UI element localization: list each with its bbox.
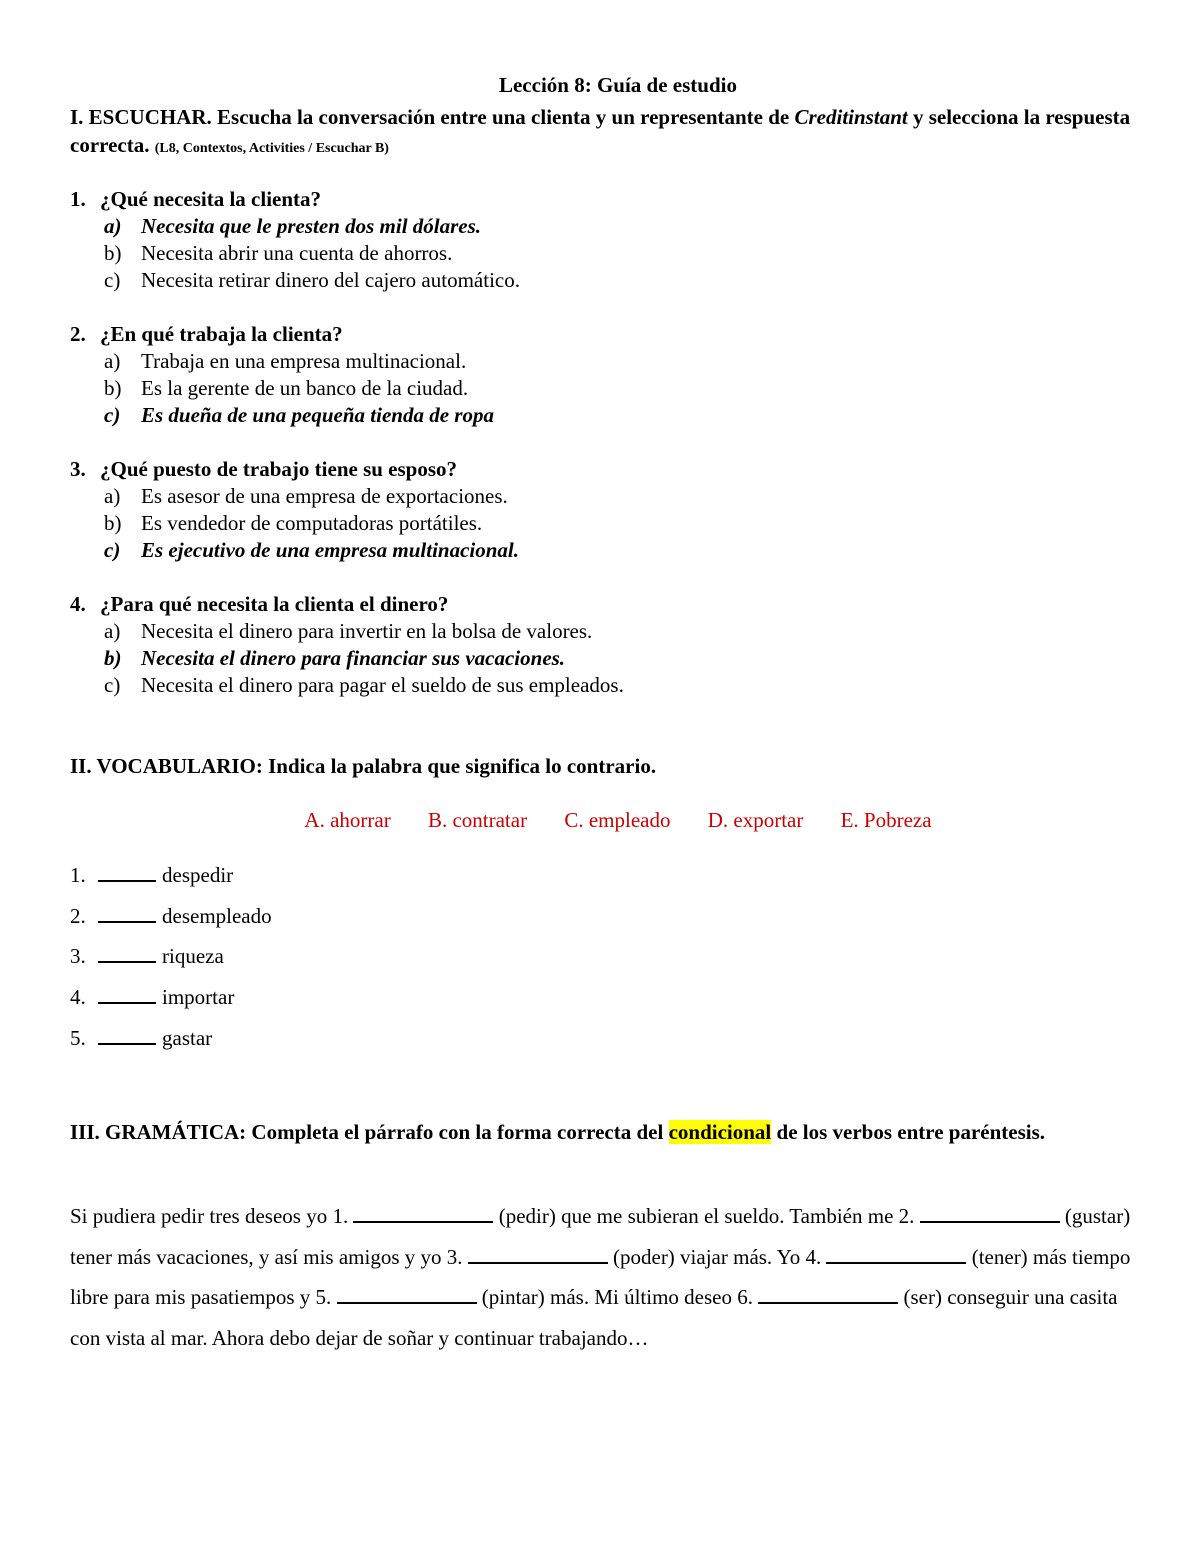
page-title: Lección 8: Guía de estudio (498, 73, 737, 97)
paragraph-text: (pedir) que me subieran el sueldo. También me 2. (493, 1204, 920, 1228)
option-text: Necesita el dinero para financiar sus vacaciones. (141, 646, 566, 670)
option-letter: b) (104, 511, 122, 535)
question-4-option-c (104, 672, 624, 699)
word-bank-item: E. Pobreza (840, 808, 932, 832)
question-3 (70, 456, 457, 483)
question-text: ¿Para qué necesita la clienta el dinero? (100, 592, 449, 616)
vocab-number: 5. (70, 1026, 86, 1050)
grammar-heading-end: de los verbos entre paréntesis. (771, 1120, 1046, 1144)
paragraph-text: (ser) conseguir una casita con vista al mar. Ahora debo dejar de soñar y continuar trabajando… (70, 1285, 1118, 1350)
question-4 (70, 591, 448, 618)
question-number: 1. (70, 187, 86, 211)
question-3-option-b (104, 510, 482, 537)
vocab-item-2 (70, 903, 272, 929)
option-letter: c) (104, 268, 121, 292)
question-text: ¿Qué puesto de trabajo tiene su esposo? (100, 457, 458, 481)
question-3-option-a (104, 483, 508, 510)
vocab-word: gastar (162, 1026, 213, 1050)
answer-blank[interactable] (98, 943, 156, 963)
question-2-option-b (104, 375, 468, 402)
word-bank-item: D. exportar (707, 808, 804, 832)
option-text: Necesita retirar dinero del cajero automático. (141, 268, 520, 292)
option-letter: a) (104, 619, 121, 643)
word-bank-item: C. empleado (564, 808, 671, 832)
answer-blank-6[interactable] (758, 1284, 898, 1304)
question-number: 3. (70, 457, 86, 481)
paragraph-text: (tener) más tiempo libre para mis pasatiempos y 5. (70, 1244, 1131, 1309)
vocab-item-3 (70, 943, 224, 969)
answer-blank-3[interactable] (468, 1244, 608, 1264)
answer-blank[interactable] (98, 862, 156, 882)
option-letter: b) (104, 376, 122, 400)
option-text: Necesita el dinero para invertir en la bolsa de valores. (141, 619, 593, 643)
section1-instructions (70, 103, 1140, 163)
paragraph-text: (pintar) más. Mi último deseo 6. (476, 1285, 759, 1309)
option-letter: c) (104, 538, 121, 562)
option-text: Es vendedor de computadoras portátiles. (141, 511, 483, 535)
question-4-option-a (104, 618, 592, 645)
question-2-option-a (104, 348, 466, 375)
question-1-option-c (104, 267, 520, 294)
paragraph-text: (gustar) tener más vacaciones, y así mis amigos y yo 3. (70, 1204, 1131, 1269)
vocab-word: desempleado (162, 904, 272, 928)
answer-blank-4[interactable] (826, 1244, 966, 1264)
vocab-word: importar (162, 985, 235, 1009)
question-number: 4. (70, 592, 86, 616)
vocab-word: despedir (162, 863, 234, 887)
option-text: Necesita abrir una cuenta de ahorros. (141, 241, 453, 265)
answer-blank-5[interactable] (337, 1284, 477, 1304)
option-text: Trabaja en una empresa multinacional. (141, 349, 467, 373)
option-text: Es ejecutivo de una empresa multinacional. (141, 538, 520, 562)
answer-blank[interactable] (98, 1025, 156, 1045)
vocabulary-heading: II. VOCABULARIO: Indica la palabra que significa lo contrario. (70, 754, 657, 778)
highlighted-term: condicional (668, 1120, 772, 1144)
grammar-heading-text: III. GRAMÁTICA: Completa el párrafo con la forma correcta del (70, 1120, 669, 1144)
option-text: Necesita el dinero para pagar el sueldo de sus empleados. (141, 673, 624, 697)
paragraph-text: (poder) viajar más. Yo 4. (607, 1244, 827, 1269)
option-text: Es asesor de una empresa de exportaciones. (141, 484, 508, 508)
vocab-item-1 (70, 862, 233, 888)
vocab-word: riqueza (162, 944, 224, 968)
option-letter: a) (104, 349, 121, 373)
question-2-option-c (104, 402, 494, 429)
company-name: Creditinstant (794, 105, 908, 129)
option-letter: a) (104, 214, 122, 238)
vocab-item-5 (70, 1025, 212, 1051)
paragraph-text: Si pudiera pedir tres deseos yo 1. (70, 1204, 354, 1228)
answer-blank[interactable] (98, 903, 156, 923)
option-letter: c) (104, 403, 121, 427)
question-text: ¿En qué trabaja la clienta? (100, 322, 343, 346)
option-text: Necesita que le presten dos mil dólares. (141, 214, 482, 238)
answer-blank-2[interactable] (920, 1203, 1060, 1223)
grammar-heading (70, 1118, 1150, 1146)
question-1 (70, 186, 321, 213)
section1-reference: (L8, Contextos, Activities / Escuchar B) (154, 141, 389, 156)
question-number: 2. (70, 322, 86, 346)
vocab-number: 2. (70, 904, 86, 928)
option-text: Es la gerente de un banco de la ciudad. (141, 376, 469, 400)
option-letter: b) (104, 646, 122, 670)
option-letter: a) (104, 484, 121, 508)
section1-intro-end: y selecciona la respuesta correcta. (70, 105, 1131, 157)
question-4-option-b (104, 645, 565, 672)
question-1-option-a (104, 213, 481, 240)
word-bank (0, 808, 1200, 833)
option-text: Es dueña de una pequeña tienda de ropa (141, 403, 494, 427)
question-1-option-b (104, 240, 452, 267)
grammar-paragraph (70, 1196, 1140, 1358)
answer-blank[interactable] (98, 984, 156, 1004)
vocab-item-4 (70, 984, 234, 1010)
vocab-number: 3. (70, 944, 86, 968)
word-bank-item: B. contratar (427, 808, 528, 832)
option-letter: b) (104, 241, 122, 265)
word-bank-item: A. ahorrar (304, 808, 391, 832)
answer-blank-1[interactable] (353, 1203, 493, 1223)
section1-intro: I. ESCUCHAR. Escucha la conversación entre una clienta y un representante de (70, 105, 795, 129)
vocab-number: 4. (70, 985, 86, 1009)
vocab-number: 1. (70, 863, 86, 887)
option-letter: c) (104, 673, 121, 697)
question-3-option-c (104, 537, 519, 564)
question-2 (70, 321, 343, 348)
question-text: ¿Qué necesita la clienta? (100, 187, 322, 211)
